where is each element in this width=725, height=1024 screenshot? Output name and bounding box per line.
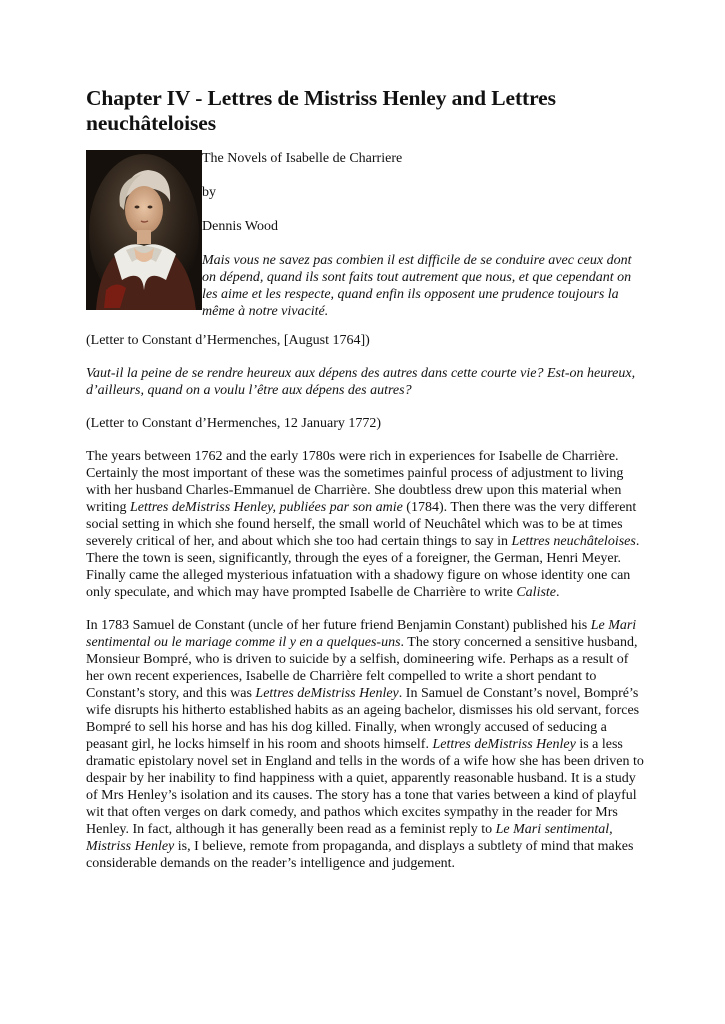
para2-italic-3: Lettres deMistriss Henley: [432, 737, 576, 752]
para1-text-4: .: [556, 585, 560, 600]
para1-text-2: (1784). Then there was the very different social setting in which she found herself, the small world of Neuchâtel which was to be at times severely critical of her, and about which she too had certain things to say in: [86, 500, 637, 549]
by-line: by: [202, 185, 216, 200]
para2-italic-2: Lettres deMistriss Henley: [255, 686, 399, 701]
chapter-title: Chapter IV - Lettres de Mistriss Henley and Lettres neuchâteloises: [86, 86, 556, 135]
para2-text-3: . In Samuel de Constant’s novel, Bompré’s wife disrupts his hitherto established habits as an ageing bachelor, dismisses his old servant, forces Bompré to sell his horse and has his dog killed. Finally, when wrongly accused of seducing a peasant girl, he locks himself in his room and shoots himself.: [86, 686, 640, 752]
epigraph-1: Mais vous ne savez pas combien il est difficile de se conduire avec ceux dont on dépend, quand ils sont faits tout autrement que nous, et que cependant on les aime et les respecte, quand enfin ils opposent une prudence toujours la même à notre vivacité.: [202, 253, 632, 319]
paragraph-1: [86, 448, 646, 601]
intro-text: [202, 150, 642, 320]
portrait-image: [86, 150, 202, 310]
paragraph-2: [86, 617, 646, 872]
para1-italic-1: Lettres deMistriss Henley, publiées par son amie: [129, 500, 403, 515]
page: [86, 86, 646, 888]
author-name: Dennis Wood: [202, 219, 279, 234]
para1-text-3: . There the town is seen, significantly, through the eyes of a foreigner, the German, Henri Meyer. Finally came the alleged mysterious infatuation with a shadowy figure on whose identity one can only speculate, and which may have prompted Isabelle de Charrière to write: [86, 534, 640, 600]
para2-text-4: is a less dramatic epistolary novel set in England and tells in the words of a wife how she has been driven to despair by her inability to find happiness with a quiet, apparently reasonable husband. It is a study of Mrs Henley’s isolation and its causes. The story has a tone that varies between a kind of playful wit that often verges on dark comedy, and pathos which excites sympathy in the reader for Mrs Henley. In fact, although it has generally been read as a feminist reply to: [86, 737, 644, 837]
para2-italic-4: Le Mari sentimental, Mistriss Henley: [86, 822, 613, 854]
intro-block: [86, 150, 646, 332]
epigraph-2: [86, 365, 646, 399]
epigraph-2-text: Vaut-il la peine de se rendre heureux aux dépens des autres dans cette courte vie? Est-on heureux, d’ailleurs, quand on a voulu l’être aux dépens des autres?: [86, 366, 636, 398]
para1-italic-3: Caliste: [516, 585, 557, 600]
epigraph-1-source: (Letter to Constant d’Hermenches, [August 1764]): [86, 333, 370, 348]
para2-italic-1: Le Mari sentimental ou le mariage comme il y en a quelques-uns: [86, 618, 637, 650]
book-title: The Novels of Isabelle de Charriere: [202, 151, 403, 166]
para2-text-5: is, I believe, remote from propaganda, and displays a subtlety of mind that makes considerable demands on the reader’s intelligence and judgement.: [86, 839, 634, 871]
para2-text-1: In 1783 Samuel de Constant (uncle of her future friend Benjamin Constant) published his: [86, 618, 591, 633]
para1-italic-2: Lettres neuchâteloises: [511, 534, 636, 549]
para1-text-1: The years between 1762 and the early 1780s were rich in experiences for Isabelle de Charrière. Certainly the most important of these was the sometimes painful process of adjustment to living with her husband Charles-Emmanuel de Charrière. She doubtless drew upon this material when writing: [86, 449, 624, 515]
epigraph-2-source: (Letter to Constant d’Hermenches, 12 January 1772): [86, 416, 382, 431]
para2-text-2: . The story concerned a sensitive husband, Monsieur Bompré, who is driven to suicide by a selfish, domineering wife. Perhaps as a result of her own recent experiences, Isabelle de Charrière felt compelled to write a short pendant to Constant’s story, and this was: [86, 635, 638, 701]
